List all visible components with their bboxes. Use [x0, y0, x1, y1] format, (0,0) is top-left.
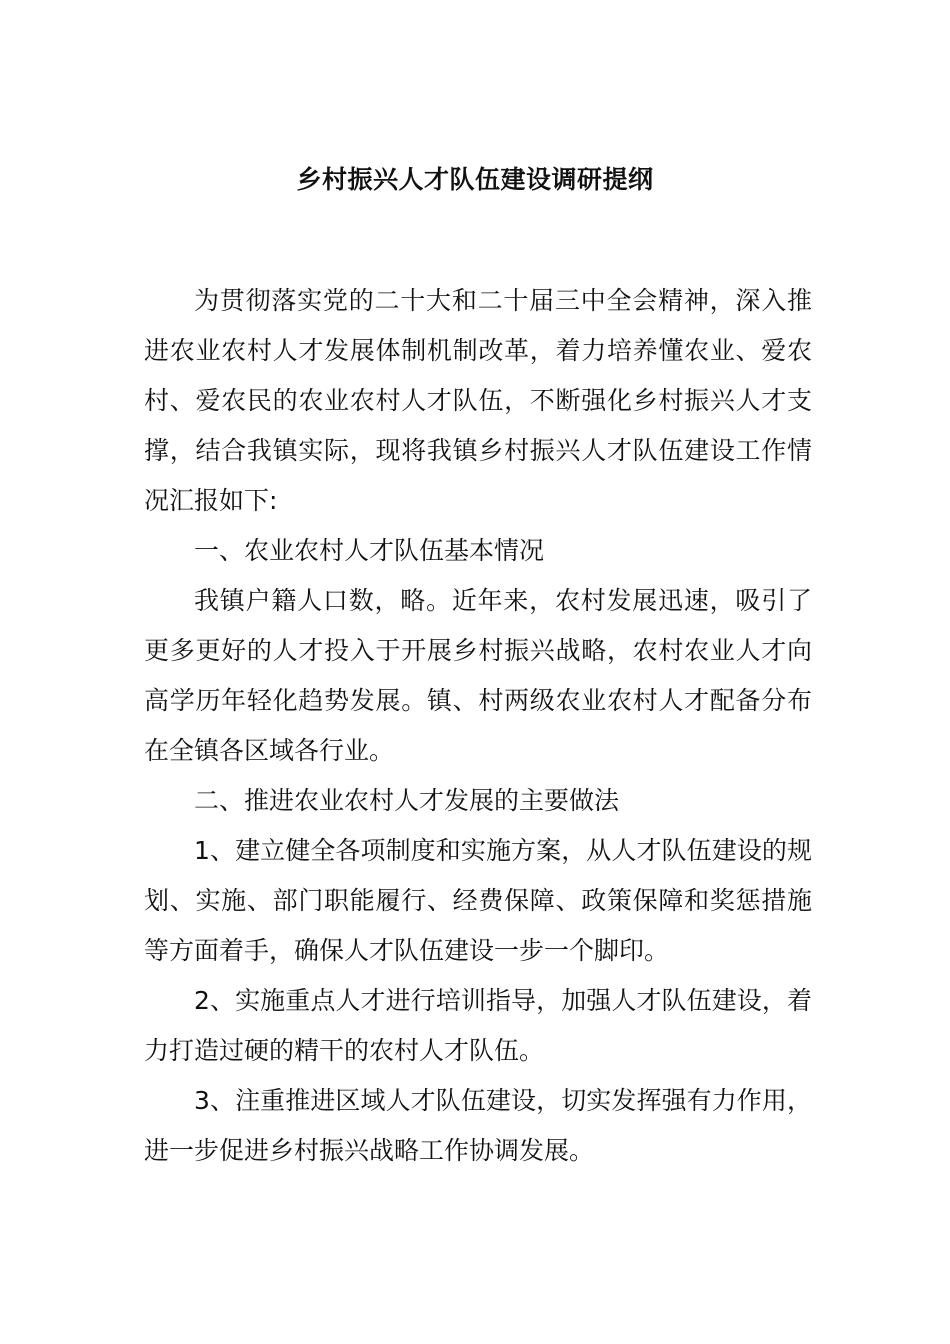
section-heading-2: 二、推进农业农村人才发展的主要做法: [194, 786, 620, 815]
section-heading-1: 一、农业农村人才队伍基本情况: [194, 536, 545, 565]
measure-paragraph-3: 3、注重推进区域人才队伍建设，切实发挥强有力作用，进一步促进乡村振兴战略工作协调发展。: [144, 1086, 812, 1165]
measure-paragraph-2: 2、实施重点人才进行培训指导，加强人才队伍建设，着力打造过硬的精干的农村人才队伍。: [144, 986, 812, 1065]
document-body: [144, 276, 812, 1176]
document-title: 乡村振兴人才队伍建设调研提纲: [296, 165, 654, 194]
intro-paragraph: 为贯彻落实党的二十大和二十届三中全会精神，深入推进农业农村人才发展体制机制改革，着力培养懂农业、爱农村、爱农民的农业农村人才队伍，不断强化乡村振兴人才支撑，结合我镇实际，现将我镇乡村振兴人才队伍建设工作情况汇报如下:: [144, 286, 812, 515]
section-1-paragraph: 我镇户籍人口数，略。近年来，农村发展迅速，吸引了更多更好的人才投入于开展乡村振兴战略，农村农业人才向高学历年轻化趋势发展。镇、村两级农业农村人才配备分布在全镇各区域各行业。: [144, 586, 812, 765]
measure-paragraph-1: 1、建立健全各项制度和实施方案，从人才队伍建设的规划、实施、部门职能履行、经费保障、政策保障和奖惩措施等方面着手，确保人才队伍建设一步一个脚印。: [144, 836, 812, 965]
